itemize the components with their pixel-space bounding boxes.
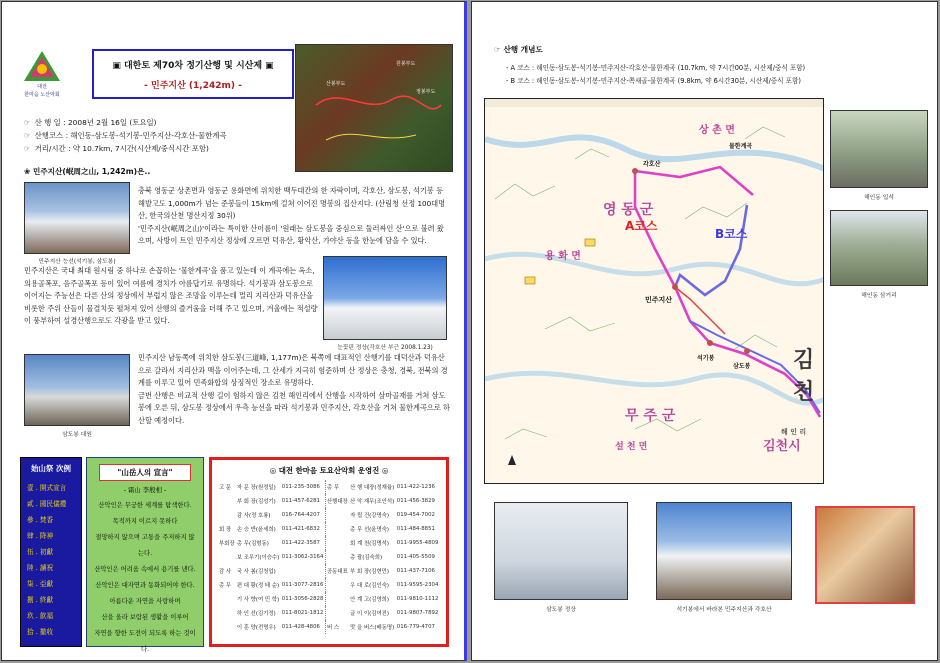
staff-cell: 011-405-5509 <box>396 554 435 560</box>
samdo-photo <box>24 354 130 426</box>
staff-cell: 011-456-3829 <box>396 498 435 504</box>
staff-cell: 총 무 <box>325 480 349 494</box>
staff-cell: 011-437-7106 <box>396 568 435 574</box>
staff-cell: 국 사 봄(김청업) <box>236 569 276 575</box>
staff-cell: 회 장 <box>219 527 232 533</box>
staff-cell: 손 승 반(윤세희) <box>236 527 276 533</box>
staff-cell <box>218 494 236 508</box>
map-label-seokgi: 석기봉 <box>697 355 715 362</box>
staff-cell: 산행대장 <box>325 494 349 508</box>
staff-cell: 감 사 <box>219 569 232 575</box>
staff-cell: 부회장 <box>219 541 235 547</box>
satellite-route-overlay <box>296 45 454 173</box>
staff-cell: 011-422-1236 <box>396 484 435 490</box>
staff-cell: 011-3077-2816 <box>281 582 324 588</box>
stone-marker-photo <box>830 110 928 188</box>
paragraph-1: 충북 영동군 상촌면과 영동군 용화면에 위치한 백두대간의 한 자락이며, 각호산, 삼도봉, 석기봉 등 해발고도 1,000m가 넘는 준봉들이 15km에 걸쳐 이어진 명봉의 집산지다. (산림청 선정 100대명산, 한국의산천 명산지정 30위) '민주지산(岷周之山)'이라는 특이한 산이름이 '원래는 삼도봉을 중심으로 둘러싸인 산'으로 불려 왔으며, 사방이 트인 민주지산 정상에 오르면 덕유산, 황악산, 가야산 등을 한눈에 담을 수 있다. <box>138 186 446 246</box>
title-box <box>92 49 294 99</box>
staff-cell: 자 문 장(원정일) <box>236 485 276 491</box>
staff-cell: 버 스 <box>325 620 349 634</box>
ritual-step: 玖 . 飮福 <box>27 612 54 620</box>
staff-row <box>218 536 440 550</box>
info-distance: ☞ 거리/시간 : 약 10.7km, 7시간(시산제/중식시간 포함) <box>24 144 209 153</box>
staff-cell: 011-428-4806 <box>281 624 320 630</box>
sat-label-3: 정봉부도 <box>416 89 436 95</box>
creed-line: 자연을 향한 도전이 되도록 하는 것이다. <box>94 630 196 653</box>
staff-cell: 011-9810-1112 <box>396 596 439 602</box>
staff-cell: 011-3062-3164 <box>281 554 324 560</box>
ritual-step: 拾 . 撤收 <box>27 628 54 636</box>
svg-text:한마음 노산악회: 한마음 노산악회 <box>24 92 60 98</box>
section-title: ❀ 민주지산(岷周之山, 1,242m)은.. <box>24 167 151 176</box>
ritual-step: 捌 . 終獻 <box>27 596 54 604</box>
staff-cell: 우 대 로(김인숙) <box>350 583 389 589</box>
caption-snow: 눈꽃핀 정상(각호산 부근 2008.1.23) <box>337 345 433 351</box>
staff-cell: 011-235-3086 <box>281 484 320 490</box>
ritual-step: 壹 . 開式宣言 <box>27 484 67 492</box>
staff-row <box>218 550 440 564</box>
staff-cell: 011-3056-2828 <box>281 596 324 602</box>
staff-row <box>218 508 440 522</box>
creed-line: 절망하지 않으며 고통을 주저하지 않는다. <box>95 534 195 557</box>
staff-row <box>218 592 440 606</box>
trip-info-list <box>24 116 294 155</box>
staff-cell: 회 계 천(김명석) <box>350 541 389 547</box>
map-label-bcourse: B코스 <box>715 227 748 241</box>
staff-directory-title: ◎ 대전 한마음 토요산악회 운영진 ◎ <box>269 466 389 475</box>
caption-junction: 해인동 삼거리 <box>861 293 897 299</box>
staff-cell <box>325 536 349 550</box>
creed-line: 산을 올라 보람된 생활을 이루어 <box>101 614 189 621</box>
paragraph-2: 민주지산은 국내 최대 원시림 중 하나로 손꼽히는 '물한계곡'을 품고 있는데 이 계곡에는 옥소, 의용골폭포, 음주골폭포 등이 있어 여름에 경치가 아름답기로 유명하다. 석기봉과 삼도봉으로 이어지는 주능선은 다른 산의 정상에서 부럽지 않은 조망을 이루는데 멀리 지리산과 덕유산을 비롯한 주위 산들이 물결치듯 펼쳐져 있어 산행의 즐거움을 더해 주고 있으며, 겨울에는 적설량이 풍부하여 설경산행으로도 각광을 받고 있다. <box>24 266 318 326</box>
staff-cell <box>325 578 349 592</box>
staff-cell: 안 계 고(김영희) <box>350 597 389 603</box>
map-label-gim: 김 <box>793 348 815 373</box>
staff-cell: 글 이 이(김여진) <box>350 611 389 617</box>
svg-text:대전: 대전 <box>37 84 47 90</box>
staff-cell: 011-484-8851 <box>396 526 435 532</box>
map-label-mulhan: 물한계곡 <box>729 143 753 150</box>
creed-line: 산악인은 무궁한 세계를 탐색한다. <box>98 502 192 509</box>
creed-line: 아름다운 자연을 사랑하며 <box>109 598 181 605</box>
map-label-gakho: 각호산 <box>643 161 661 168</box>
staff-cell: 감 사(정 호룡) <box>236 513 271 519</box>
map-label-sangchon: 상 촌 면 <box>699 125 735 136</box>
staff-cell <box>218 620 236 634</box>
staff-cell <box>325 508 349 522</box>
staff-row <box>218 606 440 620</box>
route-map <box>484 98 824 484</box>
staff-cell <box>218 592 236 606</box>
staff-cell: 산 행 대장(정재율) <box>350 485 395 491</box>
staff-cell: 019-454-7002 <box>396 512 435 518</box>
staff-cell: 011-9595-2304 <box>396 582 439 588</box>
course-a-desc: - A 코스 : 해인동-삼도봉-석기봉-민주지산-각호산-물한계곡 (10.7km, 약 7시간00분, 시산제/중식 포함) <box>506 64 806 72</box>
staff-cell: 자 립 건(강명숙) <box>350 513 389 519</box>
map-label-gimcheonsi: 김천시 <box>763 439 801 454</box>
left-page <box>1 1 467 661</box>
staff-cell <box>218 606 236 620</box>
ritual-order-box <box>20 457 82 647</box>
ritual-step: 柒 . 亞獻 <box>27 580 54 588</box>
title-line-2: - 민주지산 (1,242m) - <box>144 81 242 91</box>
sat-label-1: 원봉부도 <box>396 61 416 67</box>
group-photo <box>815 506 915 604</box>
staff-row <box>218 494 440 508</box>
map-label-yeongdong: 영 동 군 <box>603 202 654 218</box>
info-course: ☞ 산행코스 : 해인동-삼도봉-석기봉-민주지산-각호산-물한계곡 <box>24 131 227 140</box>
ritual-step: 伍 . 初獻 <box>27 548 54 556</box>
creed-title: "山岳人의 宣言" <box>99 464 191 481</box>
creed-line: 목적까지 이르지 못하다 <box>112 518 178 525</box>
staff-cell <box>325 592 349 606</box>
samdo-summit-photo <box>494 502 628 600</box>
view-photo <box>656 502 792 600</box>
junction-photo <box>830 210 928 286</box>
map-label-muju: 무 주 군 <box>625 408 676 424</box>
ridge-photo <box>24 182 130 254</box>
staff-directory-table <box>218 480 440 634</box>
caption-stone: 해인동 입석 <box>864 195 894 201</box>
staff-cell: 011-9807-7892 <box>396 610 439 616</box>
staff-row <box>218 620 440 634</box>
caption-samdo-summit: 삼도봉 정상 <box>546 607 576 613</box>
paragraph-3: 민주지산 남동쪽에 위치한 삼도봉(三道峰, 1,177m)은 북쪽에 대표적인 산행기를 대덕산과 덕유산으로 갈라서 지리산과 맥을 이어주는데, 그 산세가 지극히 험준하며 산 정상은 충청, 경북, 전북의 경계를 이루고 있어 민족화합의 상징적인 장소로 유명하다. 금번 산행은 비교적 산행 길이 험하지 않은 김천 해인리에서 산행을 시작하여 삼마골재를 거쳐 삼도봉에 오른 뒤, 삼도봉 정상에서 우측 능선을 따라 석기봉과 민주지산, 각호산을 거쳐 물한계곡으로 하산할 예정이다. <box>138 353 450 425</box>
sat-label-2: 산봉부도 <box>326 81 346 87</box>
ritual-step: 陸 . 讀祝 <box>27 564 54 572</box>
caption-view: 석기봉에서 바라본 민주지산과 각호산 <box>676 607 772 613</box>
creed-author: - 霜山 李殷相 - <box>123 486 167 494</box>
right-page <box>471 1 938 661</box>
staff-cell: 총 괄(김숙희) <box>350 555 383 561</box>
map-label-minju: 민주지산 <box>645 296 673 304</box>
staff-cell: 011-421-6832 <box>281 526 320 532</box>
staff-row <box>218 522 440 536</box>
staff-cell: 산 악 재무(조인석) <box>350 499 395 505</box>
staff-cell <box>325 606 349 620</box>
map-label-samdo: 삼도봉 <box>733 363 751 370</box>
staff-cell: 011-8021-1812 <box>281 610 324 616</box>
staff-cell: 보 조무기(이승수) <box>236 555 280 561</box>
route-map-heading: ☞ 산행 개념도 <box>494 45 543 54</box>
club-logo <box>20 47 64 99</box>
staff-cell: 총 무 선(윤명숙) <box>350 527 389 533</box>
staff-cell: 총 무 <box>219 583 232 589</box>
staff-cell <box>218 508 236 522</box>
ritual-step: 貳 . 國民儀禮 <box>27 500 67 508</box>
staff-cell: 고 문 <box>219 485 232 491</box>
snow-summit-photo <box>323 256 447 340</box>
staff-cell <box>325 522 349 536</box>
staff-cell: 총 무(김형동) <box>236 541 269 547</box>
staff-cell <box>218 550 236 564</box>
staff-cell: 011-422-3587 <box>281 540 320 546</box>
staff-cell: 맛 을 버스(배동명) <box>350 625 395 631</box>
staff-cell: 공동대표 <box>325 564 349 578</box>
staff-directory-box <box>209 457 449 647</box>
mountaineer-creed-box <box>86 457 204 653</box>
route-map-drawing <box>485 99 824 484</box>
map-label-acourse: A코스 <box>625 219 658 233</box>
staff-cell: 011-9955-4809 <box>396 540 439 546</box>
staff-cell: 기 사 향(여 민 학) <box>236 597 280 603</box>
staff-cell: 부 회 장(김성기) <box>236 499 276 505</box>
info-date: ☞ 산 행 일 : 2008년 2월 16일 (토요일) <box>24 118 157 127</box>
creed-line: 산악인은 어려움 속에서 용기를 낸다. <box>94 566 196 573</box>
satellite-map-image <box>295 44 453 172</box>
staff-row <box>218 480 440 494</box>
ritual-step: 參 . 焚香 <box>27 516 54 524</box>
caption-ridge: 민주지산 능선(석기봉, 삼도봉) <box>38 259 116 265</box>
staff-cell: 편 대 황(정 태 순) <box>236 583 280 589</box>
staff-cell <box>281 564 326 578</box>
map-label-yonghwa: 용 화 면 <box>545 251 581 262</box>
ritual-step: 肆 . 降神 <box>27 532 54 540</box>
staff-cell: 016-764-4207 <box>281 512 320 518</box>
staff-cell: 하 인 선(김기정) <box>236 611 276 617</box>
creed-line: 산악인은 대자연과 동화되어야 한다. <box>95 582 195 589</box>
staff-cell: 부 회 장(김현민) <box>350 569 389 575</box>
staff-cell <box>325 550 349 564</box>
staff-row <box>218 578 440 592</box>
staff-row <box>218 564 440 578</box>
map-label-cheon: 천 <box>793 380 815 405</box>
map-label-haein: 해 인 리 <box>781 428 807 436</box>
staff-cell: 이 훈 양(전명우) <box>236 625 276 631</box>
caption-samdo: 삼도봉 대원 <box>62 432 92 438</box>
map-label-seolcheon: 설 천 면 <box>615 442 648 452</box>
ritual-order-title: 始山祭 次例 <box>30 464 72 473</box>
staff-cell: 016-779-4707 <box>396 624 435 630</box>
title-line-1: ▣ 대한토 제70차 정기산행 및 시산제 ▣ <box>112 61 274 71</box>
course-b-desc: - B 코스 : 해인동-삼도봉-석기봉-민주지산-쪽새골-물한계곡 (9.8km, 약 6시간30분, 시산제/중식 포함) <box>506 77 801 85</box>
staff-cell: 011-457-6281 <box>281 498 320 504</box>
